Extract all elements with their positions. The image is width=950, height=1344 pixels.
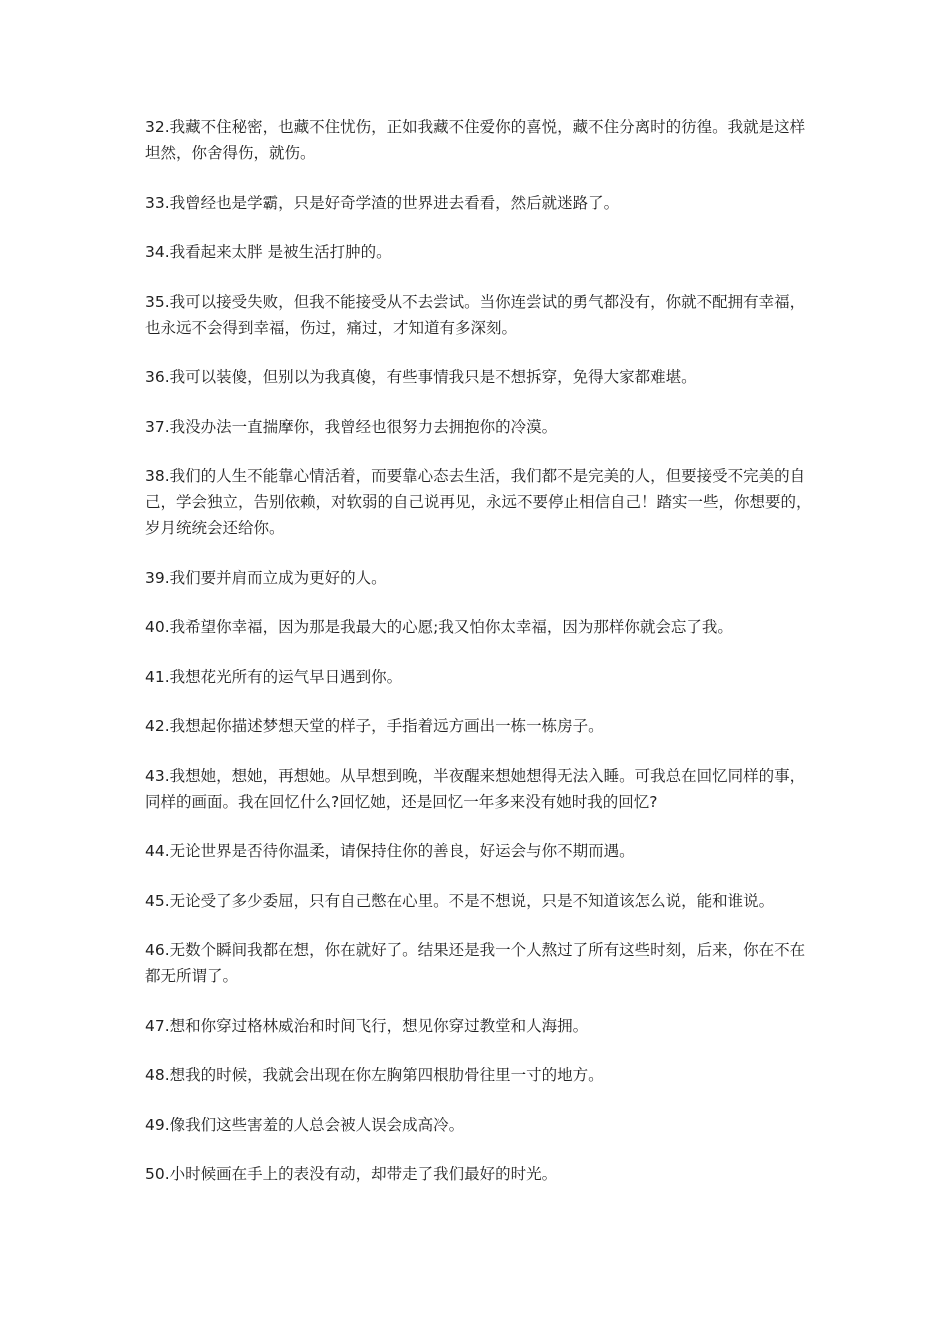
paragraph-34: 34.我看起来太胖 是被生活打肿的。 — [145, 243, 392, 261]
paragraph-41: 41.我想花光所有的运气早日遇到你。 — [145, 667, 403, 686]
paragraph-33: 33.我曾经也是学霸，只是好奇学渣的世界进去看看，然后就迷路了。 — [145, 193, 620, 212]
paragraph-44: 44.无论世界是否待你温柔，请保持住你的善良，好运会与你不期而遇。 — [145, 842, 635, 860]
paragraph-42: 42.我想起你描述梦想天堂的样子，手指着远方画出一栋一栋房子。 — [145, 717, 604, 735]
paragraph-38: 38.我们的人生不能靠心情活着，而要靠心态去生活，我们都不是完美的人，但要接受不完美的自己，学会独立，告别依赖，对软弱的自己说再见，永远不要停止相信自己！踏实一些，你想要的，岁月统统会还给你。 — [145, 467, 812, 537]
paragraph-35: 35.我可以接受失败，但我不能接受从不去尝试。当你连尝试的勇气都没有，你就不配拥有幸福，也永远不会得到幸福，伤过，痛过，才知道有多深刻。 — [145, 292, 806, 337]
paragraph-47: 47.想和你穿过格林威治和时间飞行，想见你穿过教堂和人海拥。 — [145, 1016, 589, 1035]
paragraph-36: 36.我可以装傻，但别以为我真傻，有些事情我只是不想拆穿，免得大家都难堪。 — [145, 368, 697, 386]
paragraph-48: 48.想我的时候，我就会出现在你左胸第四根肋骨往里一寸的地方。 — [145, 1066, 604, 1084]
paragraph-49: 49.像我们这些害羞的人总会被人误会成高冷。 — [145, 1115, 465, 1134]
paragraph-46: 46.无数个瞬间我都在想，你在就好了。结果还是我一个人熬过了所有这些时刻，后来，你在不在都无所谓了。 — [145, 941, 806, 985]
paragraph-50: 50.小时候画在手上的表没有动，却带走了我们最好的时光。 — [145, 1165, 558, 1183]
paragraph-45: 45.无论受了多少委屈，只有自己憋在心里。不是不想说，只是不知道该怎么说，能和谁说。 — [145, 891, 775, 910]
paragraph-32: 32.我藏不住秘密，也藏不住忧伤，正如我藏不住爱你的喜悦，藏不住分离时的彷徨。我就是这样坦然，你舍得伤，就伤。 — [145, 118, 806, 162]
paragraph-39: 39.我们要并肩而立成为更好的人。 — [145, 568, 387, 587]
paragraph-37: 37.我没办法一直揣摩你，我曾经也很努力去拥抱你的冷漠。 — [145, 417, 558, 436]
paragraph-43: 43.我想她，想她，再想她。从早想到晚，半夜醒来想她想得无法入睡。可我总在回忆同样的事，同样的画面。我在回忆什么?回忆她，还是回忆一年多来没有她时我的回忆? — [145, 766, 806, 811]
document-body — [145, 114, 815, 1211]
paragraph-40: 40.我希望你幸福，因为那是我最大的心愿;我又怕你太幸福，因为那样你就会忘了我。 — [145, 618, 733, 636]
